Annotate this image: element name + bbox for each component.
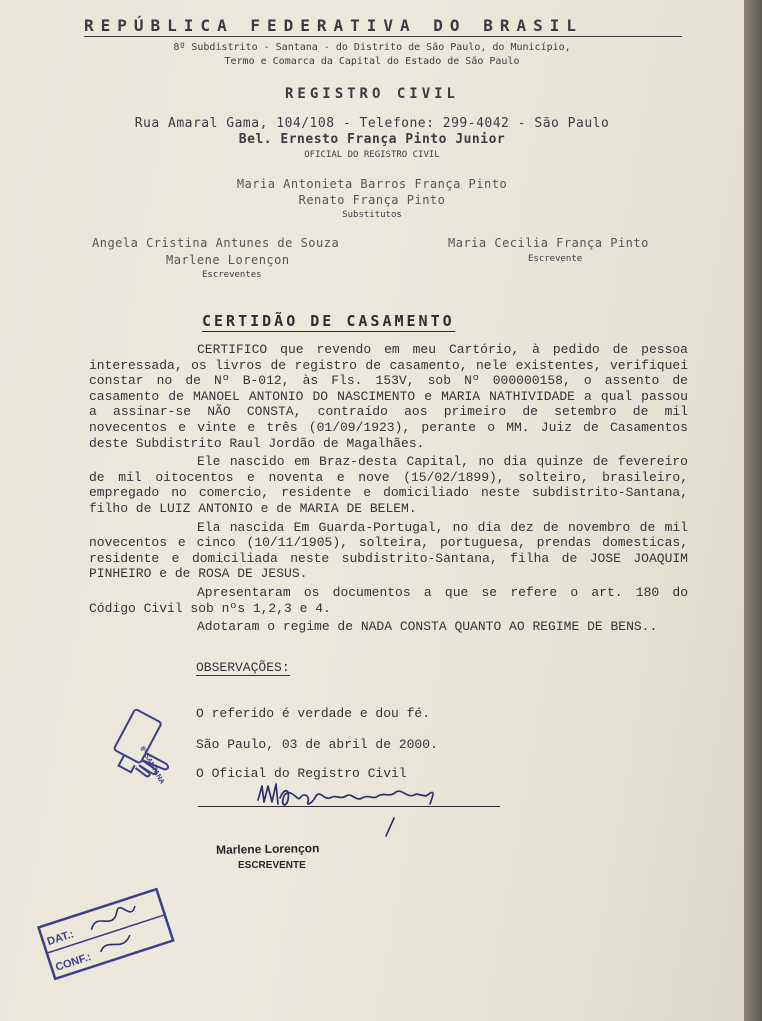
certificate-body bbox=[89, 342, 688, 638]
dat-label: DAT.: bbox=[45, 928, 76, 949]
officer-role: OFICIAL DO REGISTRO CIVIL bbox=[304, 150, 440, 160]
signer-role: O Oficial do Registro Civil bbox=[196, 766, 407, 781]
substitutes-role: Substitutos bbox=[342, 210, 402, 220]
certificate-title: CERTIDÃO DE CASAMENTO bbox=[202, 312, 455, 330]
clerk-3: Maria Cecilia França Pinto bbox=[448, 236, 649, 250]
header-rule bbox=[84, 36, 682, 37]
paragraph-groom: Ele nascido em Braz-desta Capital, no dia quinze de fevereiro de mil oitocentos e noventa e nove (15/02/1899), solteiro, brasileiro, empregado no comercio, residente e domiciliado neste subdistrito-Santana, filho de LUIZ ANTONIO e de MARIA DE BELEM. bbox=[89, 454, 688, 516]
pen-stroke bbox=[380, 816, 400, 840]
page-edge bbox=[744, 0, 762, 1021]
comarca-line: Termo e Comarca da Capital do Estado de São Paulo bbox=[224, 56, 520, 67]
clerks-role: Escreventes bbox=[202, 270, 262, 280]
registry-officer: Bel. Ernesto França Pinto Junior bbox=[238, 132, 506, 147]
clerk-role-stamp: ESCREVENTE bbox=[238, 860, 306, 871]
clerk-2: Marlene Lorençon bbox=[166, 253, 290, 267]
handwritten-signature bbox=[250, 778, 450, 818]
observations-label: OBSERVAÇÕES: bbox=[196, 660, 290, 675]
truth-statement: O referido é verdade e dou fé. bbox=[196, 706, 431, 721]
substitute-1: Maria Antonieta Barros França Pinto bbox=[236, 177, 508, 191]
subdistrict-line: 8º Subdistrito - Santana - do Distrito de São Paulo, do Município, bbox=[173, 42, 571, 53]
substitute-2: Renato França Pinto bbox=[298, 193, 446, 207]
clerk-name-stamp: Marlene Lorençon bbox=[215, 841, 320, 857]
paragraph-certifico: CERTIFICO que revendo em meu Cartório, à pedido de pessoa interessada, os livros de registro de casamento, nele existentes, verifiquei constar no de Nº B-012, às Fls. 153V, sob Nº 000000158, o assento de casamento de MANOEL ANTONIO DO NASCIMENTO e MARIA NATHIVIDADE a qual passou a assinar-se NÃO CONSTA, contraído aos primeiro de setembro de mil novecentos e vinte e três (01/09/1923), perante o MM. Juiz de Casamentos deste Subdistrito Raul Jordão de Magalhães. bbox=[89, 342, 688, 451]
paragraph-documents: Apresentaram os documentos a que se refere o art. 180 do Código Civil sob nºs 1,2,3 e 4. bbox=[89, 584, 688, 616]
santana-seal-stamp bbox=[100, 712, 190, 784]
signature-line bbox=[198, 806, 500, 807]
place-date: São Paulo, 03 de abril de 2000. bbox=[196, 737, 438, 752]
clerk-3-role: Escrevente bbox=[528, 254, 583, 264]
conf-label: CONF.: bbox=[54, 951, 93, 974]
seal-text: 8º SANTANA bbox=[138, 745, 166, 786]
registry-title: REGISTRO CIVIL bbox=[284, 86, 459, 102]
republic-title: REPÚBLICA FEDERATIVA DO BRASIL bbox=[84, 16, 583, 35]
date-conference-stamp bbox=[34, 884, 184, 984]
clerk-1: Angela Cristina Antunes de Souza bbox=[92, 236, 340, 250]
paragraph-bride: Ela nascida Em Guarda-Portugal, no dia dez de novembro de mil novecentos e cinco (10/11/1905), solteira, portuguesa, prendas domesticas, residente e domiciliada neste subdistrito-Santana, filha de JOSE JOAQUIM PINHEIRO e de ROSA DE JESUS. bbox=[89, 519, 688, 582]
registry-address: Rua Amaral Gama, 104/108 - Telefone: 299-4042 - São Paulo bbox=[134, 116, 610, 131]
paragraph-regime: Adotaram o regime de NADA CONSTA QUANTO AO REGIME DE BENS.. bbox=[197, 619, 658, 635]
